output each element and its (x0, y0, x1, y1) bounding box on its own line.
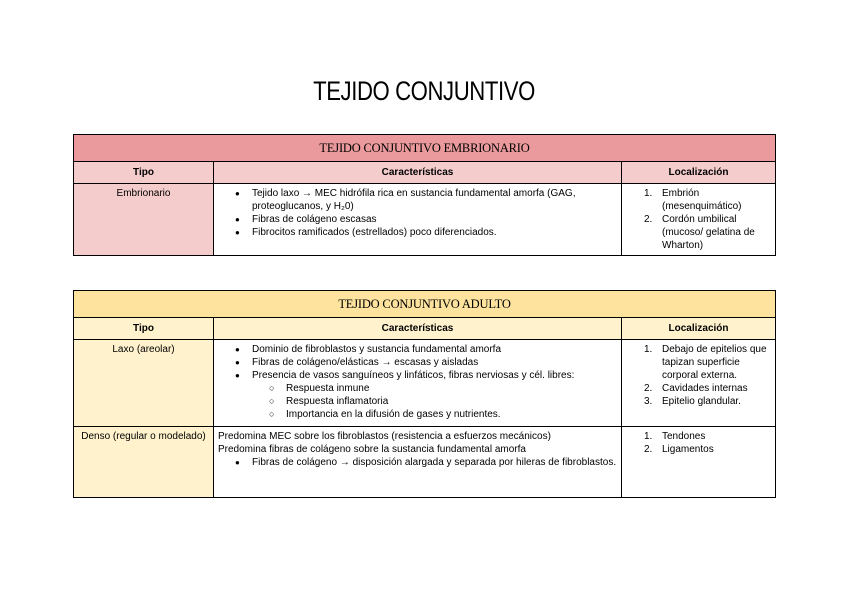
list-item: 1. Debajo de epitelios que tapizan superficie corporal externa. (644, 344, 767, 381)
list-item: 2. Cordón umbilical (mucoso/ gelatina de Wharton) (644, 214, 755, 251)
adulto-band-title: TEJIDO CONJUNTIVO ADULTO (74, 291, 776, 318)
list-item: 1. Embrión (mesenquimático) (644, 188, 742, 212)
list-item: ● Fibras de colágeno/elásticas → escasas y aisladas (252, 356, 617, 369)
list-item: ● Fibrocitos ramificados (estrellados) poco diferenciados. (252, 226, 617, 239)
tipo-cell: Embrionario (74, 184, 214, 256)
table-row (74, 184, 776, 256)
caracteristicas-cell (214, 184, 622, 256)
list-item: 2. Cavidades internas (644, 383, 748, 394)
plain-line: Predomina fibras de colágeno sobre la sustancia fundamental amorfa (218, 444, 526, 455)
list-item: ● Fibras de colágeno → disposición alargada y separada por hileras de fibroblastos. (252, 456, 617, 469)
tipo-cell: Denso (regular o modelado) (74, 427, 214, 498)
list-item: ● Dominio de fibroblastos y sustancia fundamental amorfa (252, 343, 617, 356)
header-localizacion: Localización (622, 318, 776, 340)
list-item: 1. Tendones (644, 431, 706, 442)
list-item: 3. Epitelio glandular. (644, 396, 741, 407)
caracteristicas-cell (214, 427, 622, 498)
sub-list-item: ○ Importancia en la difusión de gases y nutrientes. (286, 408, 617, 421)
header-localizacion: Localización (622, 162, 776, 184)
tipo-cell: Laxo (areolar) (74, 340, 214, 427)
localizacion-cell (622, 184, 776, 256)
table-row (74, 340, 776, 427)
header-tipo: Tipo (74, 318, 214, 340)
header-caracteristicas: Características (214, 162, 622, 184)
plain-line: Predomina MEC sobre los fibroblastos (resistencia a esfuerzos mecánicos) (218, 431, 551, 442)
header-tipo: Tipo (74, 162, 214, 184)
list-item: ● Presencia de vasos sanguíneos y linfáticos, fibras nerviosas y cél. libres: ○ Respuesta inmune ○ Respuesta inflamatoria ○ Importancia en la difusión de gases y nutrientes. (252, 369, 617, 421)
embrionario-table (73, 134, 776, 256)
page-title: TEJIDO CONJUNTIVO (313, 76, 535, 106)
list-item: 2. Ligamentos (644, 444, 714, 455)
localizacion-cell (622, 340, 776, 427)
sub-list-item: ○ Respuesta inflamatoria (286, 395, 617, 408)
sub-list-item: ○ Respuesta inmune (286, 382, 617, 395)
header-caracteristicas: Características (214, 318, 622, 340)
list-item: ● Tejido laxo → MEC hidrófila rica en sustancia fundamental amorfa (GAG, proteoglucanos, y H₂0) (252, 187, 617, 213)
list-item: ● Fibras de colágeno escasas (252, 213, 617, 226)
adulto-table (73, 290, 776, 498)
localizacion-cell (622, 427, 776, 498)
table-row (74, 427, 776, 498)
caracteristicas-cell (214, 340, 622, 427)
embrionario-band-title: TEJIDO CONJUNTIVO EMBRIONARIO (74, 135, 776, 162)
